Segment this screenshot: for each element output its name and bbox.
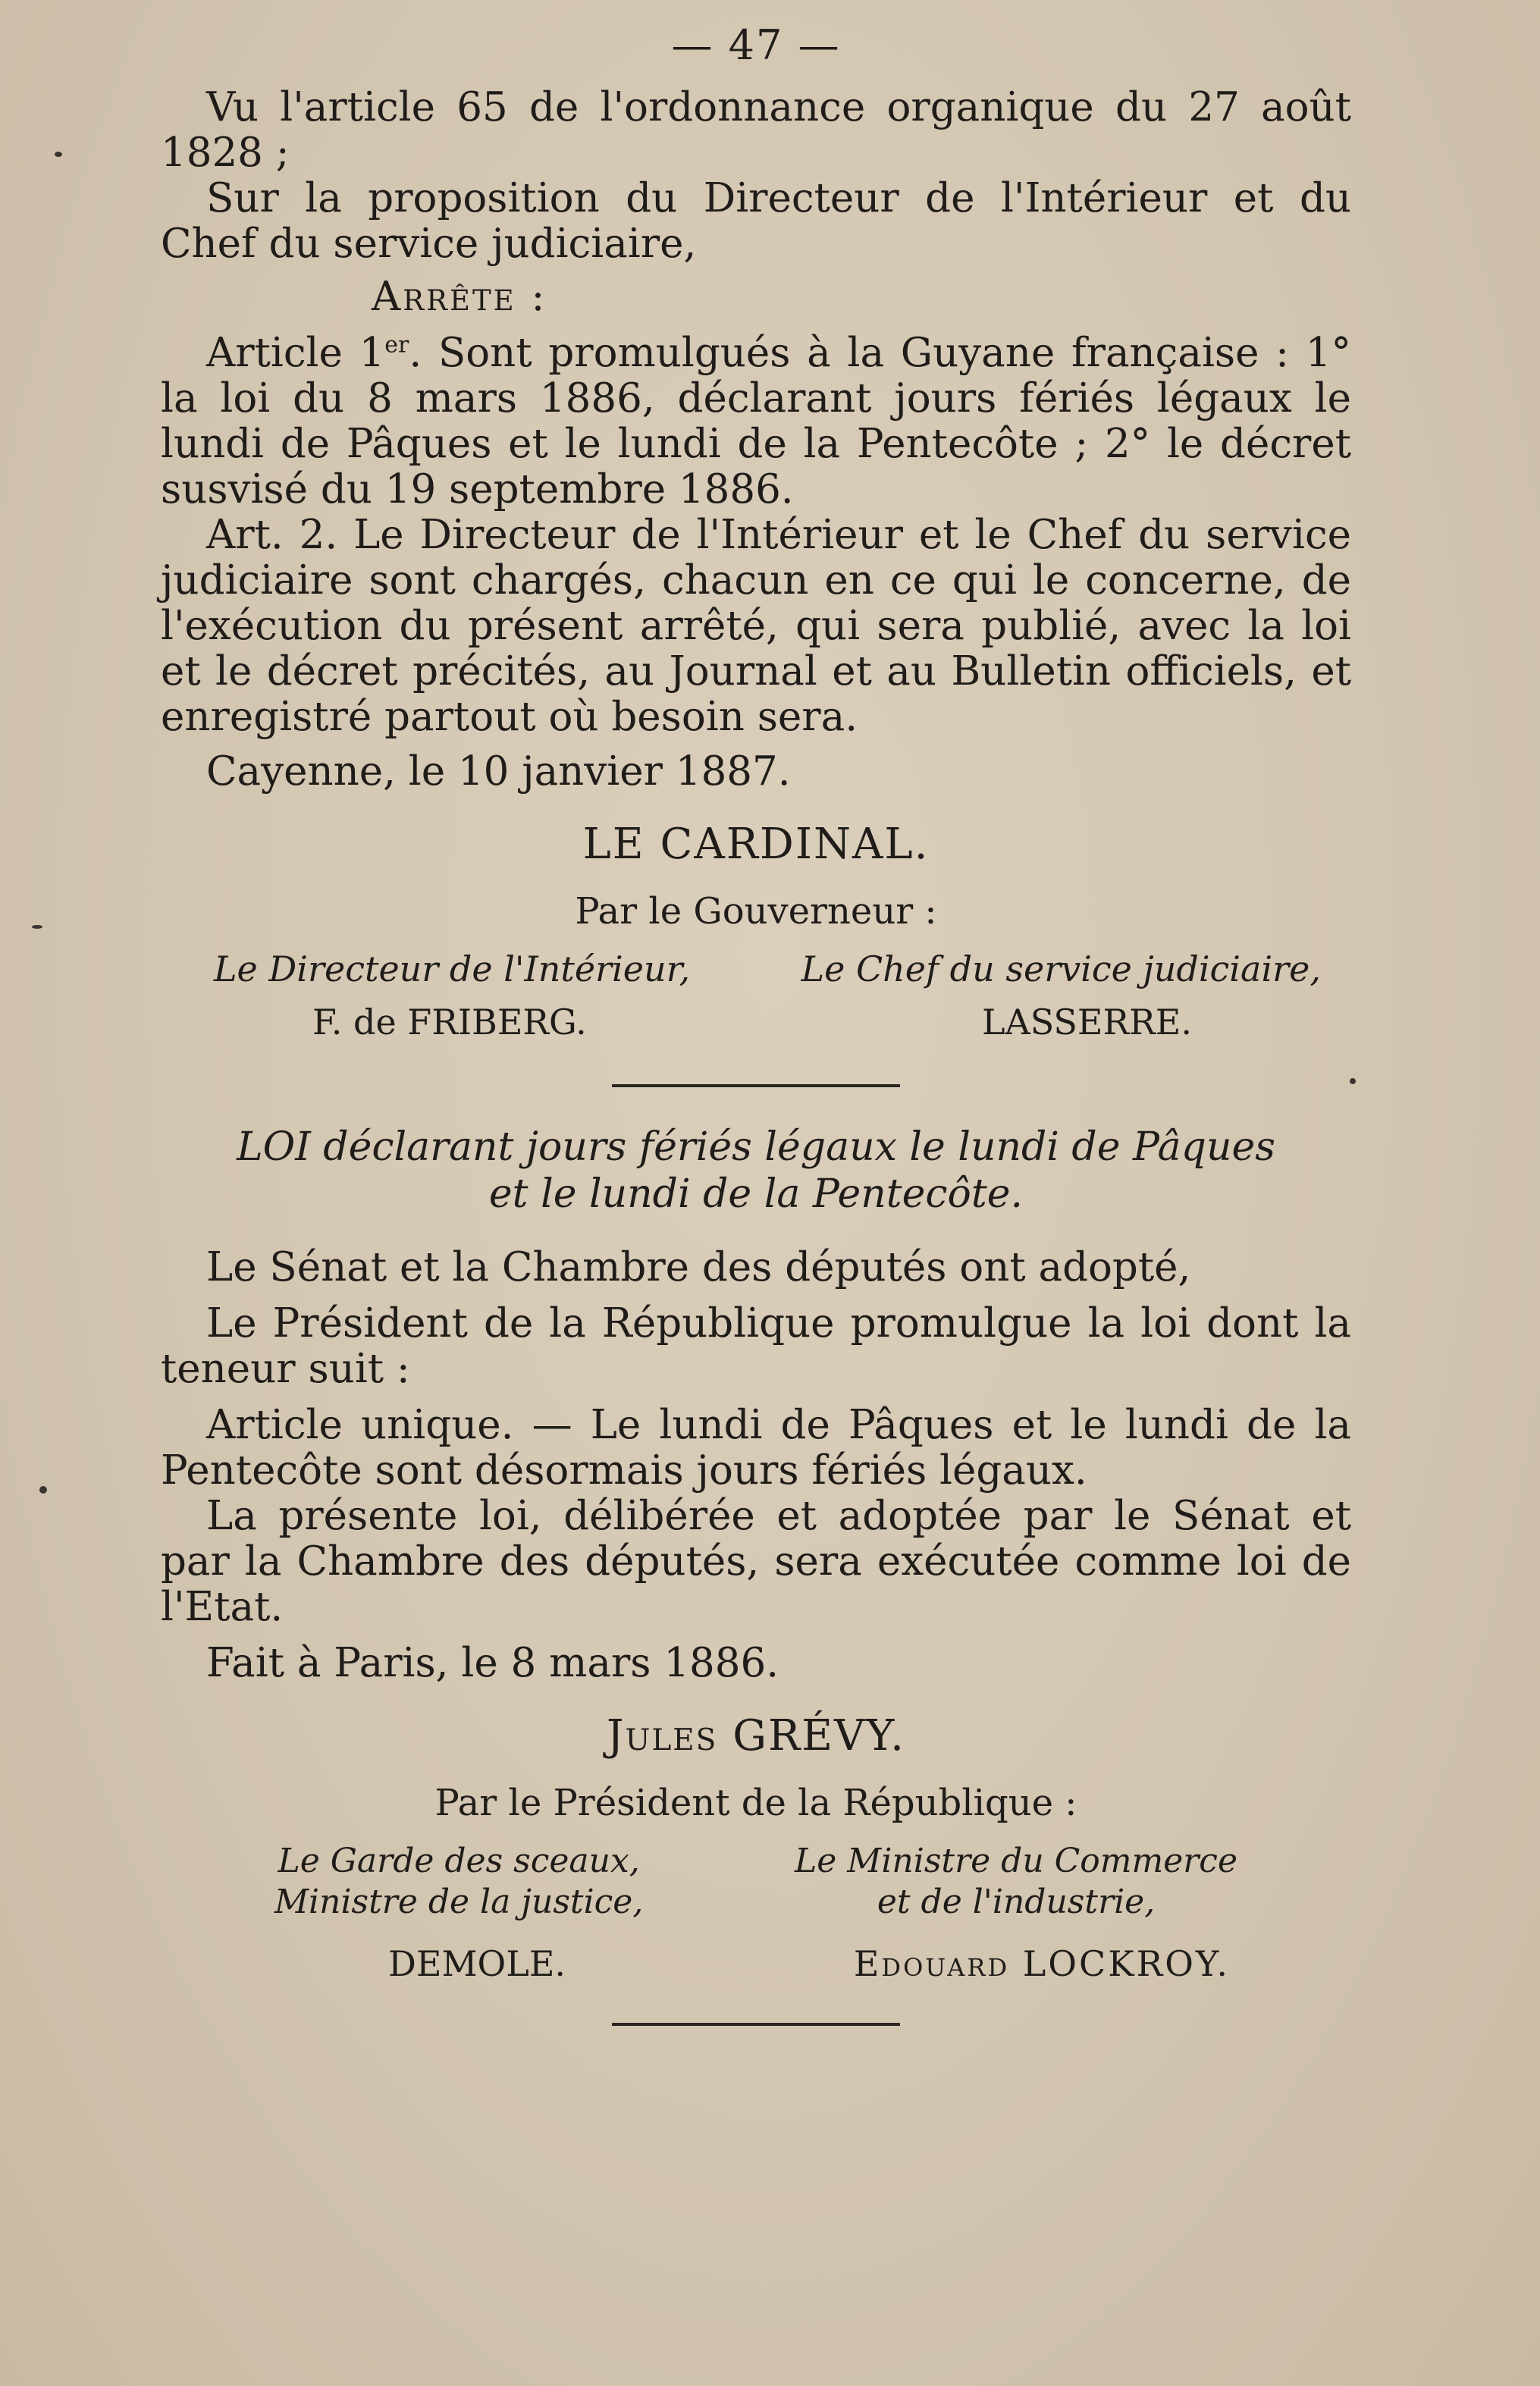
page-number: — 47 — — [671, 21, 841, 69]
preamble-line: Sur la proposition du Directeur de l'Intérieur et du Chef du service judiciaire, — [161, 175, 1351, 267]
commerce-minister-title-line: et de l'industrie, — [877, 1883, 1156, 1921]
ink-speck — [32, 925, 42, 929]
par-gouverneur: Par le Gouverneur : — [575, 890, 937, 933]
article-1-text: . Sont promulgués à la Guyane française : 1° la loi du 8 mars 1886, déclarant jours fériés légaux le lundi de Pâques et le lundi de la Pentecôte ; 2° le décret susvisé du 19 septembre 1886. — [161, 330, 1351, 513]
officials-names — [161, 999, 1351, 1045]
law-date: Fait à Paris, le 8 mars 1886. — [206, 1640, 779, 1686]
law-title-line: LOI déclarant jours fériés légaux le lundi de Pâques — [237, 1124, 1275, 1170]
justice-minister-title — [161, 1841, 643, 1923]
decree-date: Cayenne, le 10 janvier 1887. — [206, 748, 791, 795]
article-1-sup: er — [384, 331, 409, 359]
closing-divider — [612, 2023, 900, 2026]
governor-signature: LE CARDINAL. — [582, 820, 930, 869]
judicial-chief-title: Le Chef du service judiciaire, — [801, 948, 1321, 989]
law-paragraph: La présente loi, délibérée et adoptée par le Sénat et par la Chambre des députés, sera exécutée comme loi de l'Etat. — [161, 1493, 1351, 1630]
law-title — [161, 1124, 1351, 1218]
commerce-minister-name: Edouard LOCKROY. — [853, 1943, 1230, 1984]
president-signature: Jules GRÉVY. — [607, 1711, 905, 1760]
section-divider — [612, 1084, 900, 1087]
justice-minister-name: DEMOLE. — [388, 1943, 566, 1984]
arrete-heading: Arrête : — [372, 274, 547, 320]
article-1-lead: Article 1 — [206, 330, 385, 376]
par-president: Par le Président de la République : — [434, 1782, 1077, 1824]
judicial-chief-name: LASSERRE. — [981, 1002, 1192, 1043]
director-title: Le Directeur de l'Intérieur, — [214, 948, 691, 989]
page-content — [161, 23, 1351, 2026]
ink-speck — [39, 1486, 47, 1494]
article-1 — [161, 331, 1351, 513]
law-article: Article unique. — Le lundi de Pâques et le lundi de la Pentecôte sont désormais jours fériés légaux. — [161, 1402, 1351, 1494]
preamble-line: Vu l'article 65 de l'ordonnance organique du 27 août 1828 ; — [161, 84, 1351, 176]
commerce-minister-title — [795, 1841, 1351, 1923]
officials-titles — [161, 948, 1351, 990]
law-paragraph: Le Sénat et la Chambre des députés ont adopté, — [206, 1244, 1191, 1290]
ink-speck — [55, 152, 62, 157]
law-paragraph: Le Président de la République promulgue la loi dont la teneur suit : — [161, 1300, 1351, 1392]
commerce-minister-title-line: Le Ministre du Commerce — [795, 1842, 1237, 1880]
law-title-line: et le lundi de la Pentecôte. — [488, 1171, 1024, 1217]
director-name: F. de FRIBERG. — [312, 1002, 587, 1043]
ministers-names — [161, 1941, 1351, 1986]
justice-minister-title-line: Le Garde des sceaux, — [278, 1842, 640, 1880]
justice-minister-title-line: Ministre de la justice, — [274, 1883, 644, 1921]
ministers-titles — [161, 1841, 1351, 1923]
article-2: Art. 2. Le Directeur de l'Intérieur et le Chef du service judiciaire sont chargés, chacun en ce qui le concerne, de l'exécution du présent arrêté, qui sera publié, avec la loi et le décret précités, au Journal et au Bulletin officiels, et enregistré partout où besoin sera. — [161, 512, 1351, 740]
